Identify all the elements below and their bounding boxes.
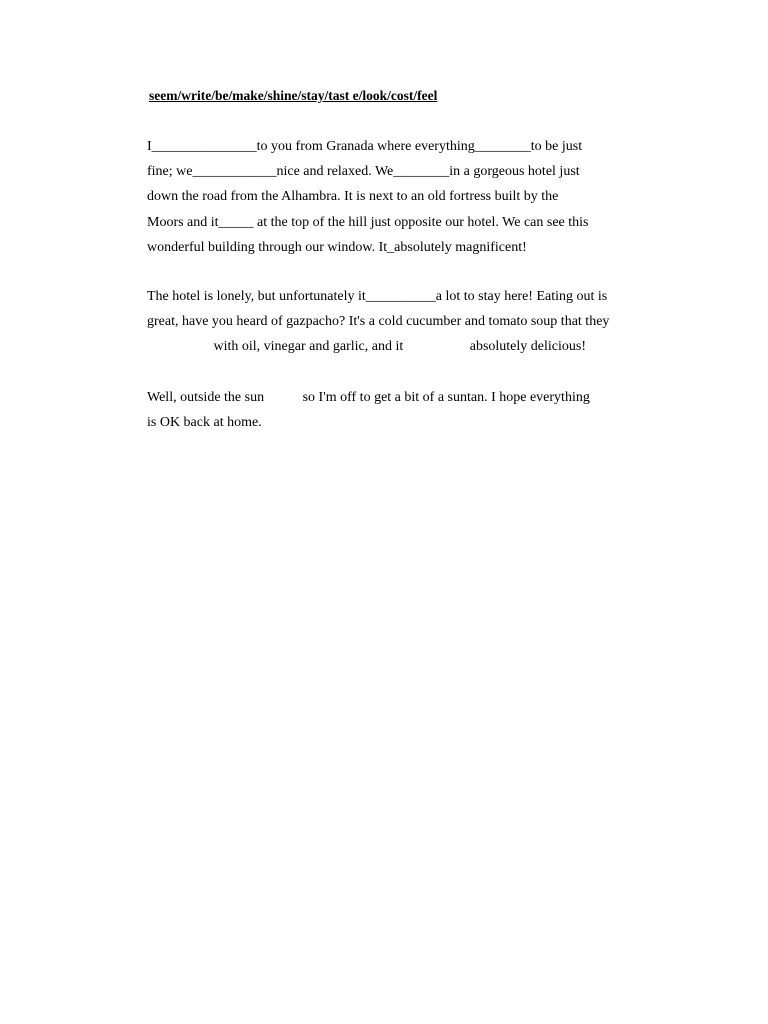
text-line: The hotel is lonely, but unfortunately it__________a lot to stay here! Eating out is	[147, 289, 608, 304]
word-bank-heading: seem/write/be/make/shine/stay/tast e/look/cost/feel	[149, 88, 438, 103]
paragraph-1	[147, 134, 589, 260]
text-line: Well, outside the sun so I'm off to get a bit of a suntan. I hope everything	[147, 390, 590, 405]
text-line: wonderful building through our window. It_absolutely magnificent!	[147, 239, 527, 255]
text-line: I_______________to you from Granada where everything________to be just	[147, 139, 583, 154]
text-line: great, have you heard of gazpacho? It's a cold cucumber and tomato soup that they	[147, 314, 610, 330]
text-line: is OK back at home.	[147, 415, 262, 431]
paragraph-2	[147, 284, 609, 360]
text-line: with oil, vinegar and garlic, and it absolutely delicious!	[147, 339, 586, 355]
text-line: Moors and it_____ at the top of the hill just opposite our hotel. We can see this	[147, 214, 589, 230]
text-line: fine; we____________nice and relaxed. We________in a gorgeous hotel just	[147, 164, 580, 180]
paragraph-3	[147, 385, 590, 435]
text-line: down the road from the Alhambra. It is next to an old fortress built by the	[147, 189, 559, 205]
